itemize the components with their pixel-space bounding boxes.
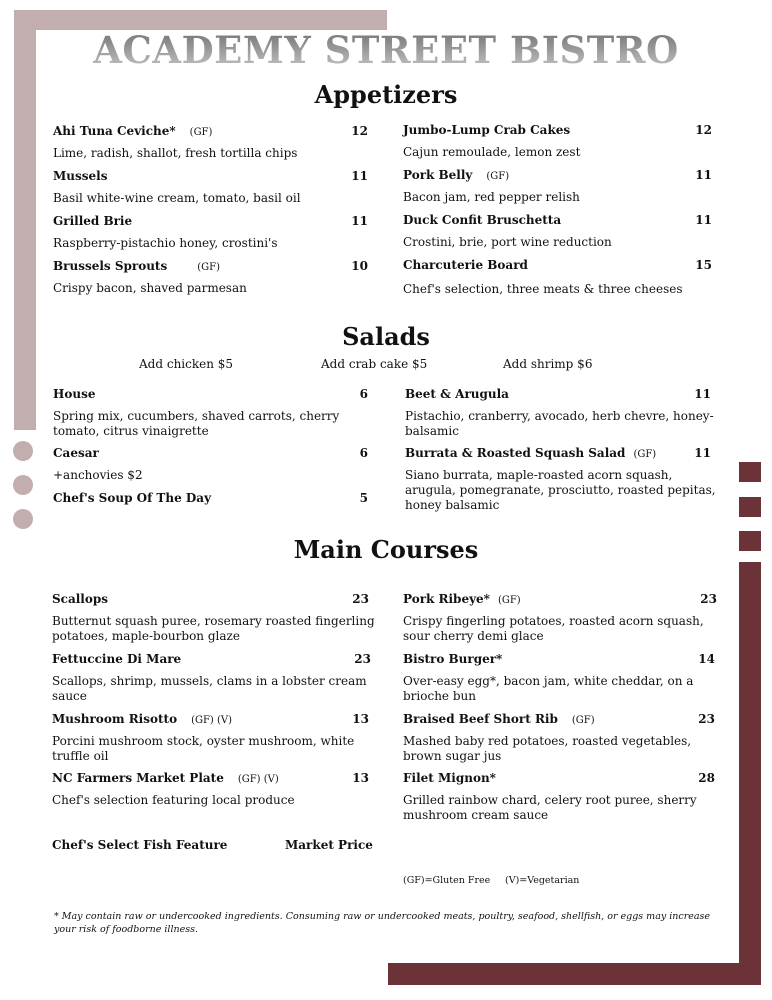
menu-item-description: Crispy bacon, shaved parmesan [53,281,247,295]
menu-item-name: NC Farmers Market Plate (GF) (V) [52,771,279,785]
menu-item-description: Raspberry-pistachio honey, crostini's [53,236,278,250]
menu-item-price: 11 [351,214,368,228]
menu-item-description: Grilled rainbow chard, celery root puree, sherry mushroom cream sauce [403,793,697,822]
menu-item-description: Bacon jam, red pepper relish [403,190,580,204]
menu-item-price: 23 [698,712,715,726]
menu-item-name: Caesar [53,446,99,460]
menu-item-description: Chef's selection, three meats & three cheeses [403,282,683,296]
frame-left-bar [14,10,36,430]
menu-item-price: 11 [694,446,711,460]
menu-item-name: Ahi Tuna Ceviche* (GF) [53,124,213,138]
menu-item-name: Beet & Arugula [405,387,509,401]
menu-item-description: Siano burrata, maple-roasted acorn squash, arugula, pomegranate, prosciutto, roasted pepitas, honey balsamic [405,468,716,512]
menu-item-name: Brussels Sprouts (GF) [53,259,220,273]
menu-item-price: 11 [695,213,712,227]
salad-addon: Add crab cake $5 [321,357,428,371]
menu-item-price: 5 [359,491,368,505]
menu-item-description: +anchovies $2 [53,468,143,482]
section-title-salads: Salads [342,322,430,351]
menu-item-description: Over-easy egg*, bacon jam, white cheddar, on a brioche bun [403,674,694,703]
menu-item-name: House [53,387,96,401]
raw-food-disclaimer: * May contain raw or undercooked ingredients. Consuming raw or undercooked meats, poultry, seafood, shellfish, or eggs may increase your risk of foodborne illness. [54,911,711,935]
menu-item-description: Cajun remoulade, lemon zest [403,145,581,159]
dietary-tag: (GF) [497,595,521,606]
fish-feature-name: Chef's Select Fish Feature [52,838,228,852]
menu-item-price: 15 [695,258,712,272]
menu-item-description: Crispy fingerling potatoes, roasted acorn squash, sour cherry demi glace [403,614,704,643]
menu-item-price: 14 [698,652,715,666]
menu-item-name: Bistro Burger* [403,652,503,666]
menu-item-price: 11 [351,169,368,183]
section-title-mains: Main Courses [293,535,479,564]
section-title-appetizers: Appetizers [314,80,458,109]
salad-addon: Add chicken $5 [139,357,234,371]
fish-feature-price: Market Price [285,838,373,852]
menu-item-price: 11 [695,168,712,182]
menu-item-description: Basil white-wine cream, tomato, basil oil [53,191,301,205]
frame-right-bar [739,562,761,985]
menu-item-name: Duck Confit Bruschetta [403,213,562,227]
menu-item-price: 23 [700,592,717,606]
menu-item-description: Porcini mushroom stock, oyster mushroom, white truffle oil [52,734,355,763]
menu-item-price: 23 [354,652,371,666]
menu-item-price: 28 [698,771,715,785]
menu-item-description: Spring mix, cucumbers, shaved carrots, cherry tomato, citrus vinaigrette [53,409,340,438]
restaurant-title: ACADEMY STREET BISTRO [0,28,772,72]
dietary-tag: (GF) [571,715,595,726]
menu-item-name: Grilled Brie [53,214,133,228]
legend-gluten-free: (GF)=Gluten Free [403,875,491,886]
menu-item-description: Mashed baby red potatoes, roasted vegetables, brown sugar jus [403,734,692,763]
menu-item-name: Jumbo-Lump Crab Cakes [403,123,571,137]
frame-top-left-bar [14,10,387,30]
menu-item-name: Braised Beef Short Rib (GF) [403,712,595,726]
menu-item-description: Butternut squash puree, rosemary roasted fingerling potatoes, maple-bourbon glaze [52,614,375,643]
menu-item-price: 23 [352,592,369,606]
menu-item-name: Mushroom Risotto (GF) (V) [52,712,233,726]
dietary-tag: (GF) (V) [237,774,279,785]
menu-item-name: Scallops [52,592,109,606]
decorative-square [739,462,761,482]
menu-item-name: Burrata & Roasted Squash Salad (GF) [405,446,657,460]
decorative-dot [13,509,33,529]
menu-item-name: Pork Belly (GF) [403,168,510,182]
dietary-tag: (GF) [197,262,220,273]
menu-item-name: Chef's Soup Of The Day [53,491,212,505]
menu-item-price: 13 [352,712,369,726]
menu-item-price: 12 [351,124,368,138]
decorative-square [739,497,761,517]
dietary-tag: (GF) [633,449,657,460]
menu-item-name: Filet Mignon* [403,771,496,785]
menu-item-description: Pistachio, cranberry, avocado, herb chevre, honey-balsamic [405,409,714,438]
menu-item-price: 10 [351,259,368,273]
menu-item-name: Charcuterie Board [403,258,528,272]
salad-addon: Add shrimp $6 [503,357,593,371]
menu-item-name: Pork Ribeye* (GF) [403,592,521,606]
menu-item-price: 12 [695,123,712,137]
frame-bottom-bar [388,963,761,985]
decorative-dot [13,475,33,495]
menu-item-description: Crostini, brie, port wine reduction [403,235,612,249]
legend-vegetarian: (V)=Vegetarian [505,875,580,886]
menu-item-description: Lime, radish, shallot, fresh tortilla chips [53,146,298,160]
menu-item-name: Fettuccine Di Mare [52,652,182,666]
menu-item-price: 13 [352,771,369,785]
dietary-tag: (GF) [189,127,213,138]
decorative-dot [13,441,33,461]
menu-item-description: Scallops, shrimp, mussels, clams in a lobster cream sauce [52,674,367,703]
menu-item-price: 11 [694,387,711,401]
menu-item-price: 6 [359,387,368,401]
dietary-tag: (GF) (V) [191,715,233,726]
menu-item-name: Mussels [53,169,108,183]
dietary-tag: (GF) [486,171,510,182]
menu-item-description: Chef's selection featuring local produce [52,793,295,807]
menu-item-price: 6 [359,446,368,460]
